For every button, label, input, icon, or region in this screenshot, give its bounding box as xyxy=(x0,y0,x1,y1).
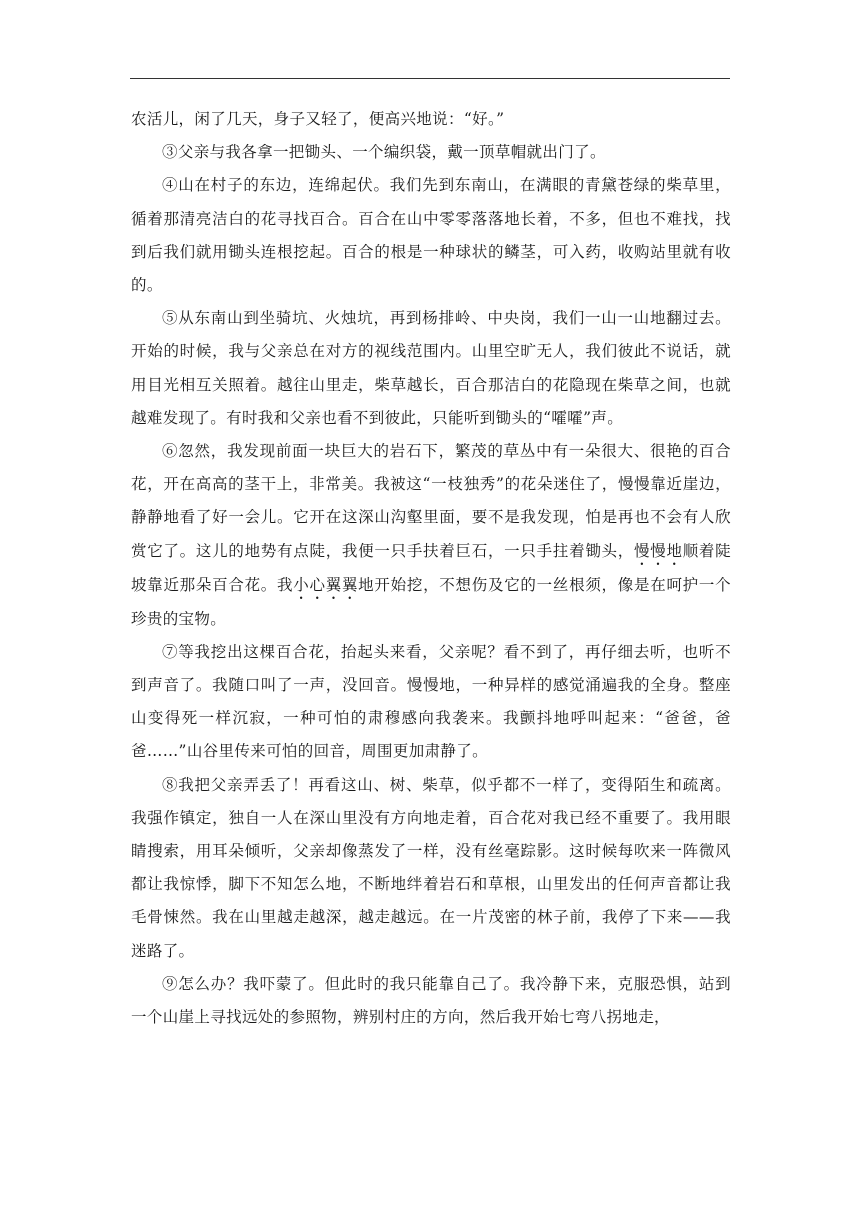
paragraph-text: ⑨怎么办？我吓蒙了。但此时的我只能靠自己了。我冷静下来，克服恐惧，站到一个山崖上寻找远处的参照物，辨别村庄的方向，然后我开始七弯八拐地走， xyxy=(131,974,731,1027)
paragraph xyxy=(131,435,731,636)
paragraph-text: 农活儿，闲了几天，身子又轻了，便高兴地说：“好。” xyxy=(131,110,505,128)
paragraph xyxy=(131,302,731,435)
paragraph-text: ③父亲与我各拿一把锄头、一个编织袋，戴一顶草帽就出门了。 xyxy=(162,143,606,162)
paragraph-text: ⑥忽然，我发现前面一块巨大的岩石下，繁茂的草丛中有一朵很大、很艳的百合花，开在高高的茎干上，非常美。我被这“一枝独秀”的花朵迷住了，慢慢靠近崖边，静静地看了好一会儿。它开在这深山沟壑里面，要不是我发现，怕是再也不会有人欣赏它了。这儿的地势有点陡，我便一只手扶着巨石，一只手拄着锄头， xyxy=(131,442,731,560)
document-body xyxy=(131,103,731,1034)
paragraph-text: 地开始挖，不想伤及它的一丝根须，像是在呵护一个珍贵的宝物。 xyxy=(131,575,731,628)
paragraph xyxy=(131,136,731,169)
paragraph xyxy=(131,636,731,769)
paragraph xyxy=(131,169,731,302)
paragraph xyxy=(131,103,731,136)
emphasized-text: 慢慢地 xyxy=(634,541,683,560)
paragraph-text: 顺着陡坡靠近那朵百合花。我 xyxy=(131,541,731,594)
paragraph-text: ⑦等我挖出这棵百合花，抬起头来看，父亲呢？看不到了，再仔细去听，也听不到声音了。我随口叫了一声，没回音。慢慢地，一种异样的感觉涌遍我的全身。整座山变得死一样沉寂，一种可怕的肃穆感向我袭来。我颤抖地呼叫起来：“爸爸，爸爸……”山谷里传来可怕的回音，周围更加肃静了。 xyxy=(131,642,731,761)
paragraph-text: ⑧我把父亲弄丢了！再看这山、树、柴草，似乎都不一样了，变得陌生和疏离。我强作镇定，独自一人在深山里没有方向地走着，百合花对我已经不重要了。我用眼睛搜索，用耳朵倾听，父亲却像蒸发了一样，没有丝毫踪影。这时候每吹来一阵微风都让我惊悸，脚下不知怎么地，不断地绊着岩石和草根，山里发出的任何声音都让我毛骨悚然。我在山里越走越深，越走越远。在一片茂密的林子前，我停了下来——我迷路了。 xyxy=(131,775,731,960)
paragraph xyxy=(131,769,731,968)
paragraph-text: ⑤从东南山到坐骑坑、火烛坑，再到杨排岭、中央岗，我们一山一山地翻过去。开始的时候，我与父亲总在对方的视线范围内。山里空旷无人，我们彼此不说话，就用目光相互关照着。越往山里走，柴草越长，百合那洁白的花隐现在柴草之间，也就越难发现了。有时我和父亲也看不到彼此，只能听到锄头的“嚯嚯”声。 xyxy=(131,309,731,427)
header-rule xyxy=(130,78,730,79)
paragraph xyxy=(131,968,731,1034)
paragraph-text: ④山在村子的东边，连绵起伏。我们先到东南山，在满眼的青黛苍绿的柴草里，循着那清亮洁白的花寻找百合。百合在山中零零落落地长着，不多，但也不难找，找到后我们就用锄头连根挖起。百合的根是一种球状的鳞茎，可入药，收购站里就有收的。 xyxy=(131,176,731,295)
emphasized-text: 小心翼翼 xyxy=(293,575,359,594)
